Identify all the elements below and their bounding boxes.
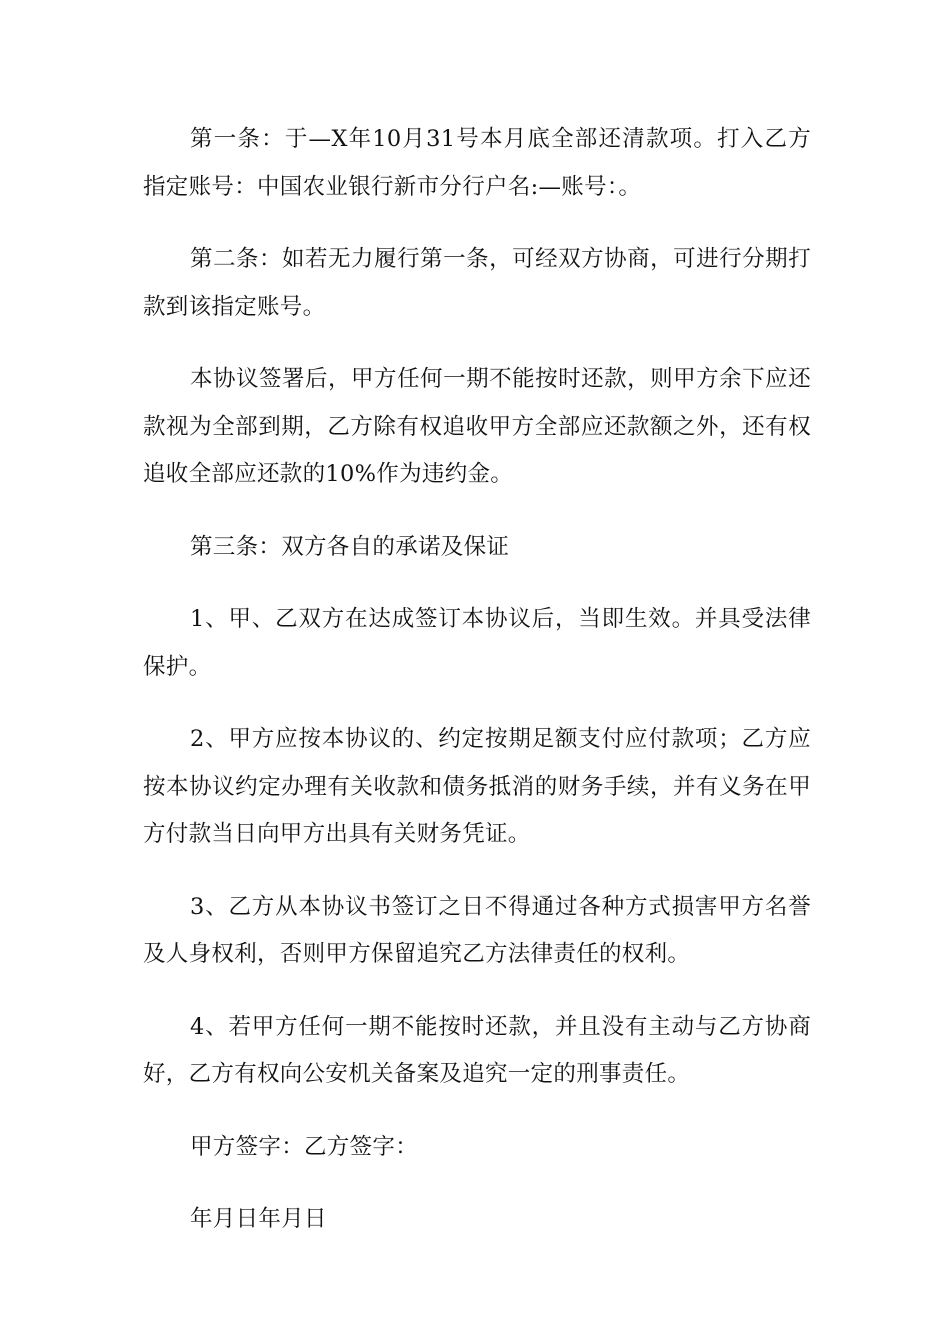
signature-line: 甲方签字：乙方签字： bbox=[190, 1133, 419, 1160]
promise-item-2: 2、甲方应按本协议的、约定按期足额支付应付款项；乙方应按本协议约定办理有关收款和债务抵消的财务手续，并有义务在甲方付款当日向甲方出具有关财务凭证。 bbox=[143, 726, 811, 847]
date-line: 年月日年月日 bbox=[190, 1206, 327, 1232]
clause-1-paragraph: 第一条：于—X年10月31号本月底全部还清款项。打入乙方指定账号：中国农业银行新市分行户名:—账号：。 bbox=[143, 126, 811, 200]
promise-item-3: 3、乙方从本协议书签订之日不得通过各种方式损害甲方名誉及人身权利，否则甲方保留追究乙方法律责任的权利。 bbox=[143, 893, 811, 967]
document-body bbox=[143, 116, 811, 1269]
promise-item-1: 1、甲、乙双方在达成签订本协议后，当即生效。并具受法律保护。 bbox=[143, 606, 811, 680]
default-penalty-paragraph: 本协议签署后，甲方任何一期不能按时还款，则甲方余下应还款视为全部到期，乙方除有权追收甲方全部应还款额之外，还有权追收全部应还款的10%作为违约金。 bbox=[143, 366, 811, 487]
clause-3-heading: 第三条：双方各自的承诺及保证 bbox=[190, 533, 510, 560]
clause-2-paragraph: 第二条：如若无力履行第一条，可经双方协商，可进行分期打款到该指定账号。 bbox=[143, 246, 811, 320]
promise-item-4: 4、若甲方任何一期不能按时还款，并且没有主动与乙方协商好，乙方有权向公安机关备案及追究一定的刑事责任。 bbox=[143, 1013, 811, 1087]
